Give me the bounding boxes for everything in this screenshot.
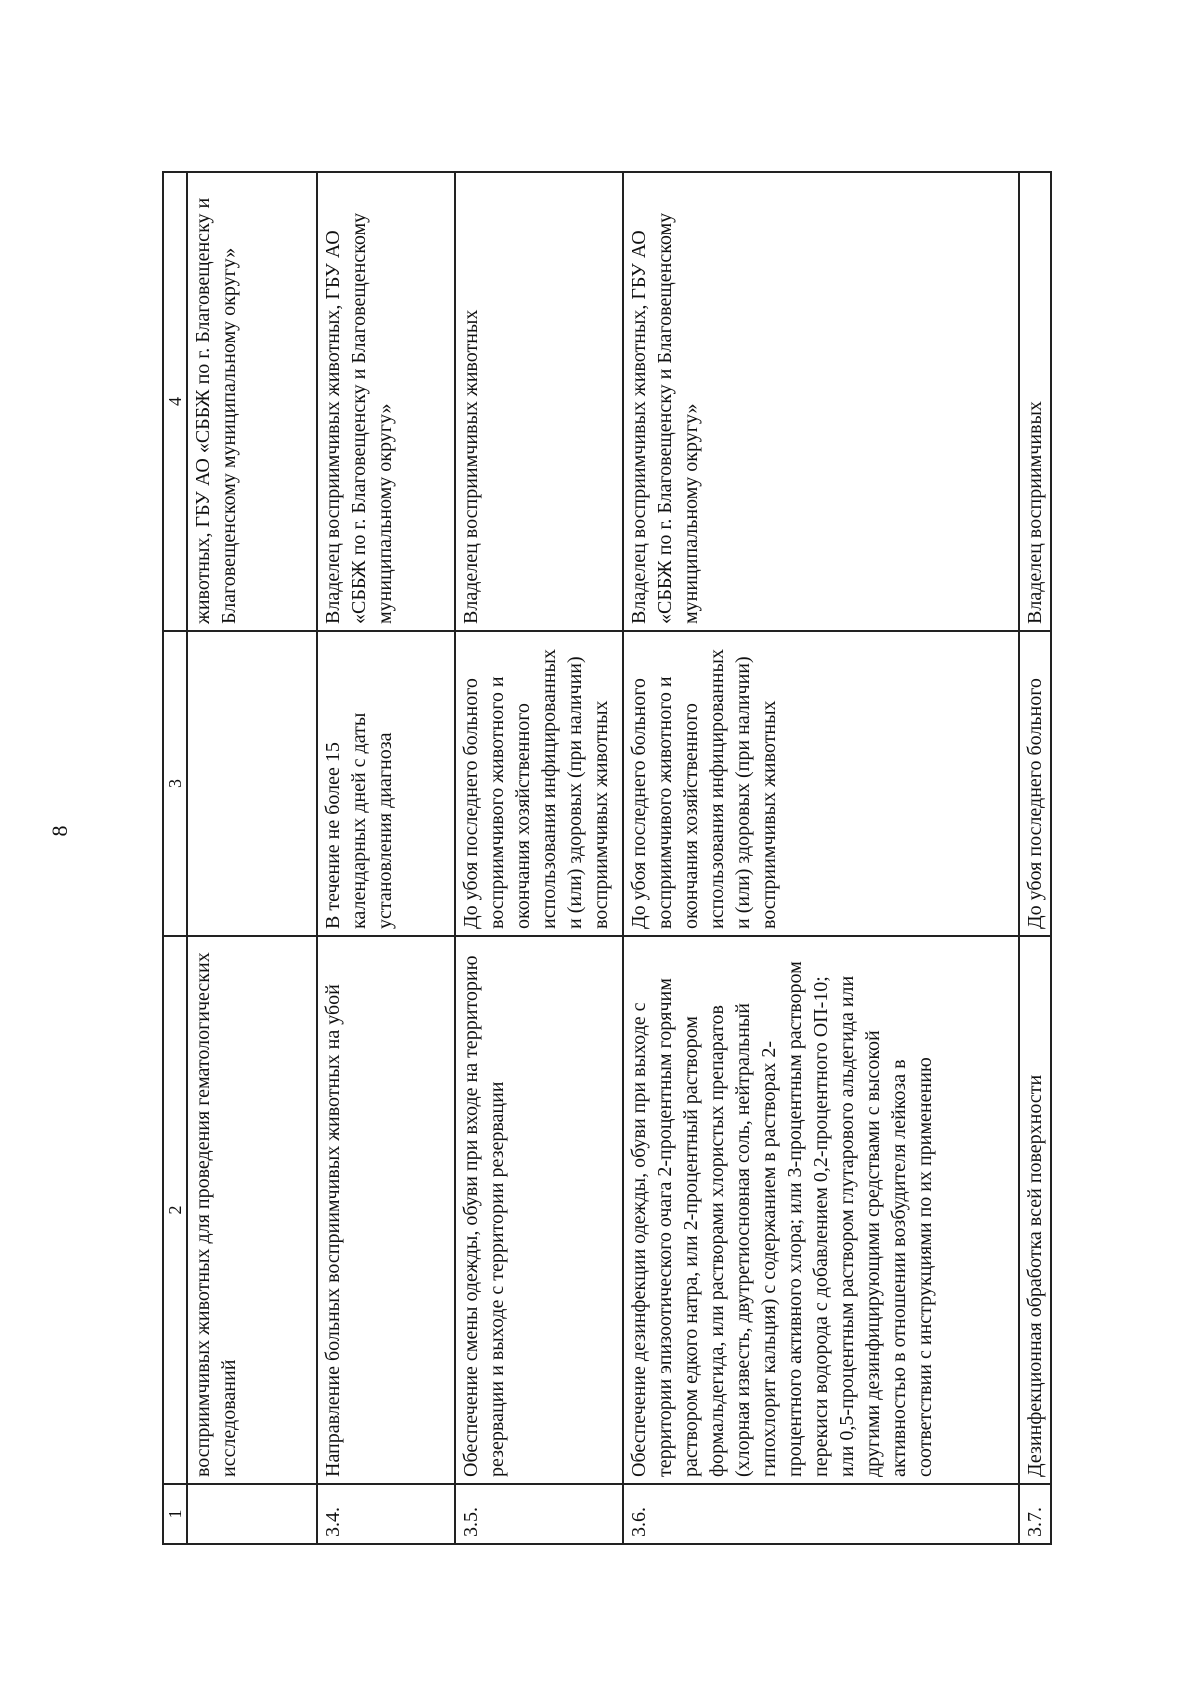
- table-row: [455, 172, 623, 1544]
- row-responsible: Владелец восприимчивых животных, ГБУ АО «СББЖ по г. Благовещенску и Благовещенскому муниципальному округу»: [317, 172, 455, 631]
- row-responsible: животных, ГБУ АО «СББЖ по г. Благовещенску и Благовещенскому муниципальному округу»: [187, 172, 317, 631]
- row-action: Обеспечение смены одежды, обуви при входе на территорию резервации и выходе с территории резервации: [455, 936, 623, 1484]
- table-row: [1019, 172, 1051, 1544]
- row-term: До убоя последнего больного: [1019, 631, 1051, 936]
- column-header: 2: [163, 936, 187, 1484]
- measures-table: [162, 171, 1052, 1545]
- row-term: [187, 631, 317, 936]
- rotated-table-container: [162, 173, 1117, 1545]
- row-action: восприимчивых животных для проведения гематологических исследований: [187, 936, 317, 1484]
- row-term: До убоя последнего больного восприимчивого животного и окончания хозяйственного использования инфицированных и (или) здоровых (при наличии) восприимчивых животных: [455, 631, 623, 936]
- row-action: Дезинфекционная обработка всей поверхности: [1019, 936, 1051, 1484]
- row-number: 3.6.: [623, 1484, 1019, 1544]
- table-row: [187, 172, 317, 1544]
- row-action: Обеспечение дезинфекции одежды, обуви при выходе с территории эпизоотического очага 2-процентным горячим раствором едкого натра, или 2-процентный раствором формальдегида, или растворами хлористых препаратов (хлорная известь, двутретиосновная соль, нейтральный гипохлорит кальция) с содержанием в растворах 2-процентного активного хлора; или 3-процентным раствором перекиси водорода с добавлением 0,2-процентного ОП-10; или 0,5-процентным раствором глутарового альдегида или другими дезинфицирующими средствами с высокой активностью в отношении возбудителя лейкоза в соответствии с инструкциями по их применению: [623, 936, 1019, 1484]
- row-number: 3.4.: [317, 1484, 455, 1544]
- row-responsible: Владелец восприимчивых животных, ГБУ АО «СББЖ по г. Благовещенску и Благовещенскому муниципальному округу»: [623, 172, 1019, 631]
- column-header: 3: [163, 631, 187, 936]
- table-row: [317, 172, 455, 1544]
- page-number: 8: [47, 825, 72, 837]
- row-responsible: Владелец восприимчивых: [1019, 172, 1051, 631]
- row-number: 3.5.: [455, 1484, 623, 1544]
- column-header: 4: [163, 172, 187, 631]
- row-term: До убоя последнего больного восприимчивого животного и окончания хозяйственного использования инфицированных и (или) здоровых (при наличии) восприимчивых животных: [623, 631, 1019, 936]
- row-term: В течение не более 15 календарных дней с даты установления диагноза: [317, 631, 455, 936]
- row-number: [187, 1484, 317, 1544]
- row-action: Направление больных восприимчивых животных на убой: [317, 936, 455, 1484]
- column-header: 1: [163, 1484, 187, 1544]
- table-row: [623, 172, 1019, 1544]
- table-header-row: [163, 172, 187, 1544]
- row-number: 3.7.: [1019, 1484, 1051, 1544]
- row-responsible: Владелец восприимчивых животных: [455, 172, 623, 631]
